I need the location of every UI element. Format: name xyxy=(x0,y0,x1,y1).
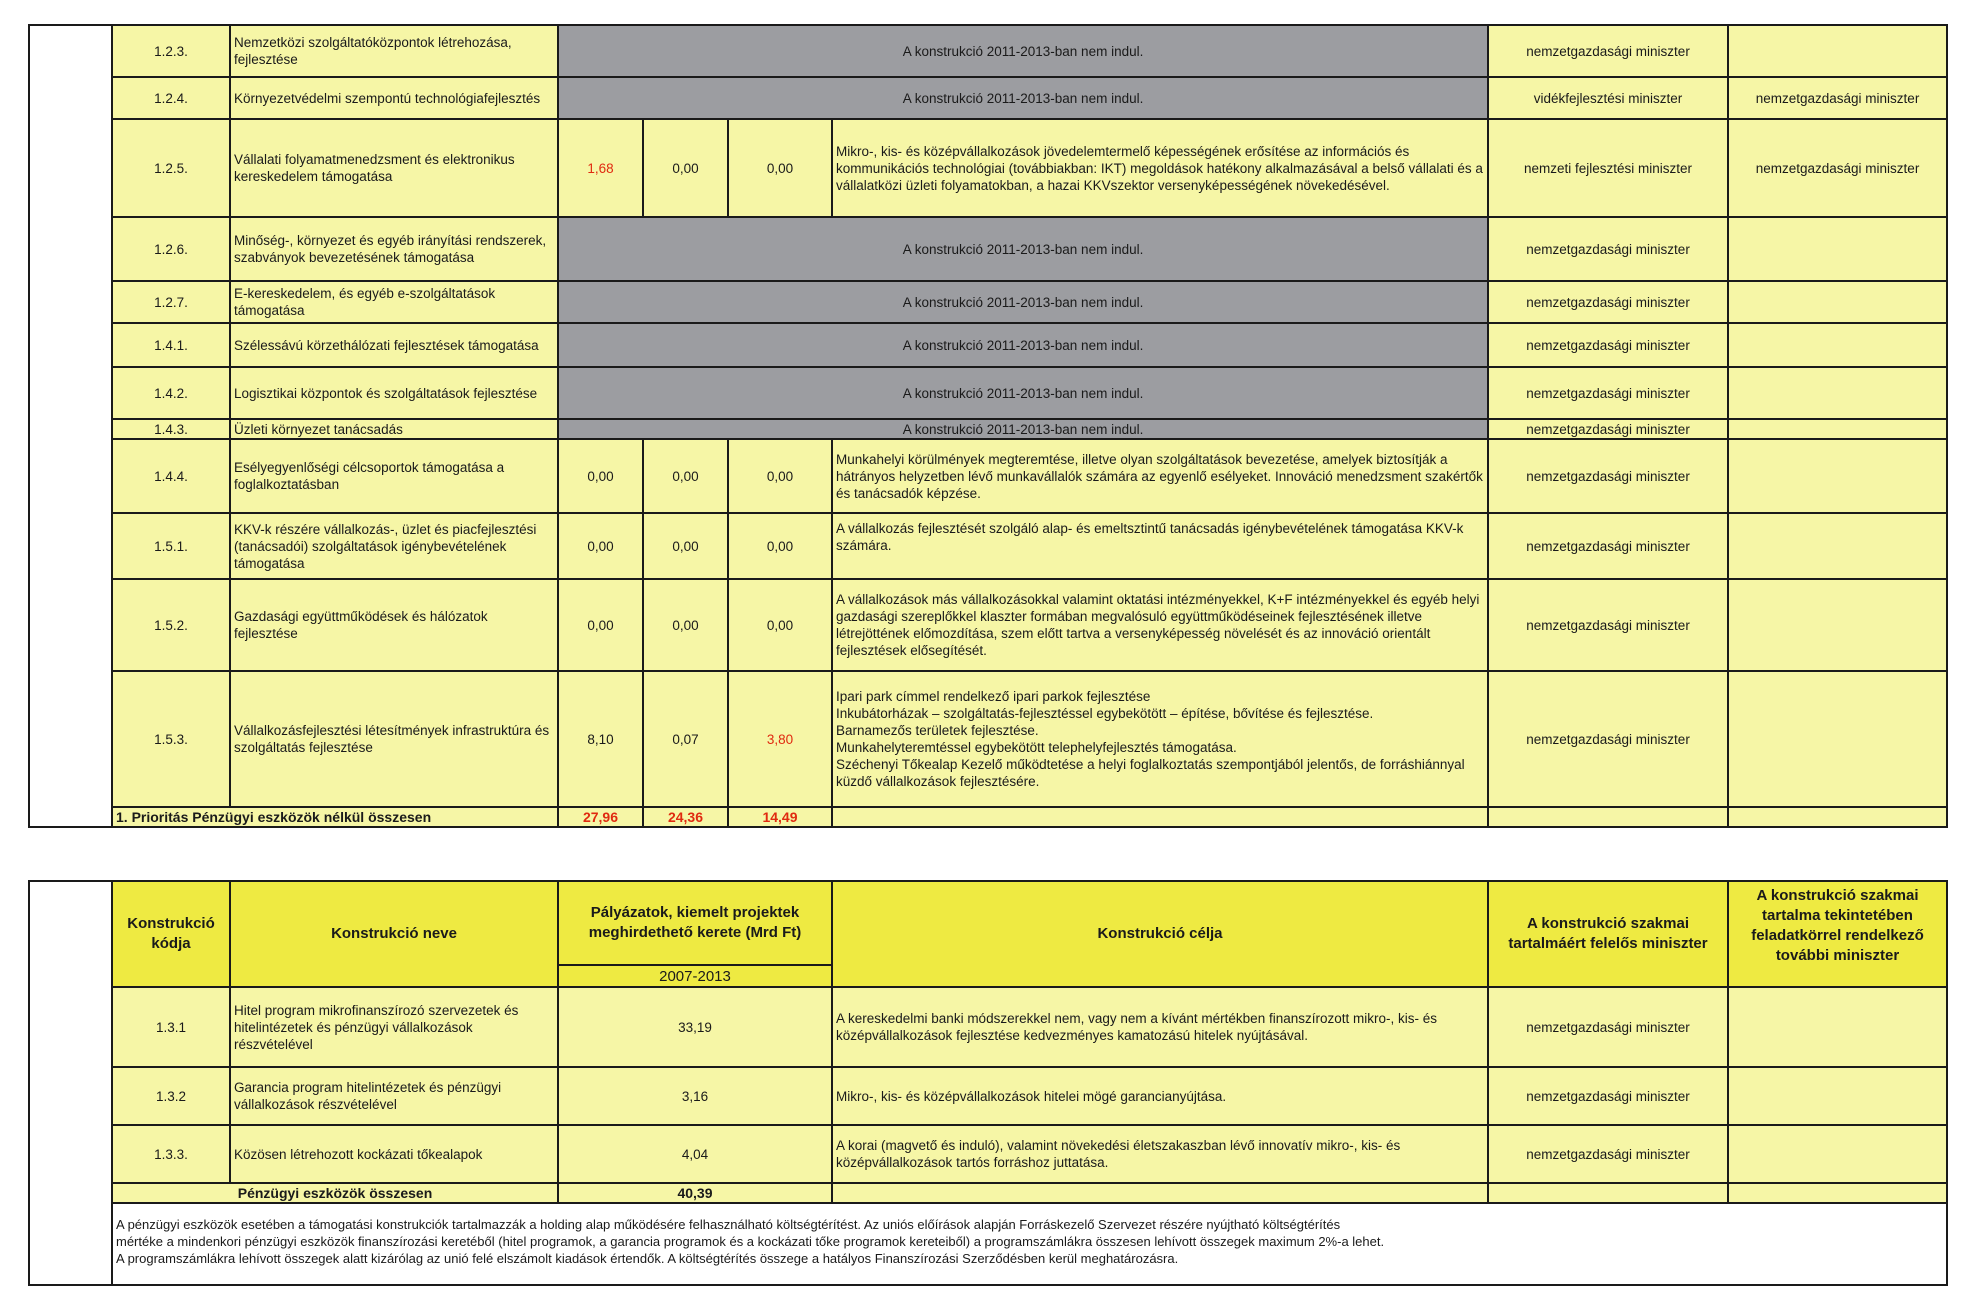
construction-name: Vállalati folyamatmenedzsment és elektronikus kereskedelem támogatása xyxy=(230,119,558,217)
table-row xyxy=(29,513,1947,579)
total-goal-empty xyxy=(832,1183,1488,1203)
other-minister: nemzetgazdasági miniszter xyxy=(1728,119,1947,217)
total-minister-empty xyxy=(1488,807,1728,827)
construction-code: 1.4.2. xyxy=(112,367,230,419)
construction-goal: A vállalkozások más vállalkozásokkal valamint oktatási intézményekkel, K+F intézményekkel és egyéb helyi gazdasági szereplőkkel klaszter formában megvalósuló együttműködéseinek fejlesztésének illetve létrejöttének előmozdítása, szem előtt tartva a versenyképesség növelését és az innováció orientált fejlesztések elősegítését. xyxy=(832,579,1488,671)
construction-code: 1.4.3. xyxy=(112,419,230,439)
other-minister xyxy=(1728,367,1947,419)
not-started-notice: A konstrukció 2011-2013-ban nem indul. xyxy=(558,419,1488,439)
budget-value: 4,04 xyxy=(558,1125,832,1183)
construction-goal: Munkahelyi körülmények megteremtése, illetve olyan szolgáltatások bevezetése, amelyek biztosítják a hátrányos helyzetben lévő munkavállalók számára az egyenlő esélyeket. Innováció menedzsment szakértők és tanácsadók képzése. xyxy=(832,439,1488,513)
responsible-minister: nemzetgazdasági miniszter xyxy=(1488,419,1728,439)
table-row xyxy=(29,119,1947,217)
construction-code: 1.4.1. xyxy=(112,323,230,367)
total-value-1: 27,96 xyxy=(558,807,643,827)
table-row xyxy=(29,419,1947,439)
other-minister xyxy=(1728,323,1947,367)
total-label: 1. Prioritás Pénzügyi eszközök nélkül összesen xyxy=(112,807,558,827)
budget-value-1: 0,00 xyxy=(558,513,643,579)
total-goal-empty xyxy=(832,807,1488,827)
header-budget: Pályázatok, kiemelt projektek meghirdethető kerete (Mrd Ft) xyxy=(558,881,832,965)
construction-code: 1.5.1. xyxy=(112,513,230,579)
construction-name: Közösen létrehozott kockázati tőkealapok xyxy=(230,1125,558,1183)
other-minister xyxy=(1728,671,1947,807)
table-row xyxy=(29,671,1947,807)
other-minister xyxy=(1728,579,1947,671)
budget-value-3: 3,80 xyxy=(728,671,832,807)
construction-goal: Ipari park címmel rendelkező ipari parkok fejlesztése Inkubátorházak – szolgáltatás-fejlesztéssel egybekötött – építése, bővítése és fejlesztése. Barnamezős területek fejlesztése. Munkahelyteremtéssel egybekötött telephelyfejlesztés támogatása. Széchenyi Tőkealap Kezelő működtetése a helyi foglalkoztatás szempontjából jelentős, de forráshiánnyal küzdő vállalkozások fejlesztésére. xyxy=(832,671,1488,807)
header-minister: A konstrukció szakmai tartalmáért felelős miniszter xyxy=(1488,881,1728,987)
budget-value-2: 0,00 xyxy=(643,513,728,579)
construction-code: 1.2.5. xyxy=(112,119,230,217)
construction-name: Nemzetközi szolgáltatóközpontok létrehozása, fejlesztése xyxy=(230,25,558,77)
note-row xyxy=(29,1203,1947,1285)
construction-goal: A korai (magvető és induló), valamint növekedési életszakaszban lévő innovatív mikro-, kis- és középvállalkozások tartós forráshoz juttatása. xyxy=(832,1125,1488,1183)
construction-goal: A vállalkozás fejlesztését szolgáló alap- és emeltsztintű tanácsadás igénybevételének támogatása KKV-k számára. xyxy=(832,513,1488,579)
construction-code: 1.5.3. xyxy=(112,671,230,807)
total-label: Pénzügyi eszközök összesen xyxy=(112,1183,558,1203)
responsible-minister: nemzetgazdasági miniszter xyxy=(1488,281,1728,323)
construction-name: Szélessávú körzethálózati fejlesztések támogatása xyxy=(230,323,558,367)
other-minister xyxy=(1728,987,1947,1067)
construction-goal: A kereskedelmi banki módszerekkel nem, vagy nem a kívánt mértékben finanszírozott mikro-, kis- és középvállalkozások fejlesztése kedvezményes kamatozású hitelek nyújtásával. xyxy=(832,987,1488,1067)
construction-name: Üzleti környezet tanácsadás xyxy=(230,419,558,439)
construction-goal: Mikro-, kis- és középvállalkozások jövedelemtermelő képességének erősítése az információs és kommunikációs technológiai (továbbiakban: IKT) megoldások hatékony alkalmazásával a belső vállalati és a vállalatközi üzleti folyamatokban, a hazai KKVszektor versenyképességének növekedésével. xyxy=(832,119,1488,217)
total-value-3: 14,49 xyxy=(728,807,832,827)
table-row xyxy=(29,439,1947,513)
budget-value-2: 0,00 xyxy=(643,439,728,513)
construction-name: E-kereskedelem, és egyéb e-szolgáltatások támogatása xyxy=(230,281,558,323)
table-row xyxy=(29,77,1947,119)
construction-code: 1.3.3. xyxy=(112,1125,230,1183)
construction-name: Garancia program hitelintézetek és pénzügyi vállalkozások részvételével xyxy=(230,1067,558,1125)
total-other-empty xyxy=(1728,807,1947,827)
budget-value: 33,19 xyxy=(558,987,832,1067)
header-row xyxy=(29,881,1947,965)
other-minister xyxy=(1728,1067,1947,1125)
not-started-notice: A konstrukció 2011-2013-ban nem indul. xyxy=(558,281,1488,323)
responsible-minister: nemzetgazdasági miniszter xyxy=(1488,323,1728,367)
total-value: 40,39 xyxy=(558,1183,832,1203)
responsible-minister: vidékfejlesztési miniszter xyxy=(1488,77,1728,119)
table-row xyxy=(29,1125,1947,1183)
table-row xyxy=(29,579,1947,671)
responsible-minister: nemzetgazdasági miniszter xyxy=(1488,513,1728,579)
table-row xyxy=(29,217,1947,281)
construction-code: 1.2.7. xyxy=(112,281,230,323)
total-minister-empty xyxy=(1488,1183,1728,1203)
construction-name: Környezetvédelmi szempontú technológiafejlesztés xyxy=(230,77,558,119)
other-minister xyxy=(1728,439,1947,513)
header-code: Konstrukció kódja xyxy=(112,881,230,987)
not-started-notice: A konstrukció 2011-2013-ban nem indul. xyxy=(558,77,1488,119)
total-other-empty xyxy=(1728,1183,1947,1203)
budget-value-3: 0,00 xyxy=(728,579,832,671)
responsible-minister: nemzetgazdasági miniszter xyxy=(1488,987,1728,1067)
other-minister xyxy=(1728,513,1947,579)
construction-code: 1.2.4. xyxy=(112,77,230,119)
table-row xyxy=(29,987,1947,1067)
responsible-minister: nemzetgazdasági miniszter xyxy=(1488,367,1728,419)
construction-code: 1.4.4. xyxy=(112,439,230,513)
construction-name: Esélyegyenlőségi célcsoportok támogatása a foglalkoztatásban xyxy=(230,439,558,513)
jeremie-table xyxy=(28,880,1948,1286)
not-started-notice: A konstrukció 2011-2013-ban nem indul. xyxy=(558,25,1488,77)
header-name: Konstrukció neve xyxy=(230,881,558,987)
table-row xyxy=(29,25,1947,77)
construction-name: KKV-k részére vállalkozás-, üzlet és piacfejlesztési (tanácsadói) szolgáltatások igénybevételének támogatása xyxy=(230,513,558,579)
construction-goal: Mikro-, kis- és középvállalkozások hitelei mögé garancianyújtása. xyxy=(832,1067,1488,1125)
budget-value-1: 0,00 xyxy=(558,579,643,671)
table-row xyxy=(29,323,1947,367)
total-row xyxy=(29,1183,1947,1203)
table-row xyxy=(29,367,1947,419)
construction-code: 1.3.2 xyxy=(112,1067,230,1125)
other-minister xyxy=(1728,217,1947,281)
budget-value-2: 0,00 xyxy=(643,579,728,671)
construction-code: 1.2.6. xyxy=(112,217,230,281)
header-other-minister: A konstrukció szakmai tartalma tekintetében feladatkörrel rendelkező további miniszter xyxy=(1728,881,1947,987)
budget-value-3: 0,00 xyxy=(728,119,832,217)
footnote: A pénzügyi eszközök esetében a támogatási konstrukciók tartalmazzák a holding alap működésére felhasználható költségtérítést. Az uniós előírások alapján Forráskezelő Szervezet részére nyújtható költségtérítés mértéke a mindenkori pénzügyi eszközök finanszírozási keretéből (hitel programok, a garancia programok és a kockázati tőke programok kereteiből) a programszámlákra összesen lehívott összegek maximum 2%-a lehet. A programszámlákra lehívott összegek alatt kizárólag az unió felé elszámolt kiadások értendők. A költségtérítés összege a hatályos Finanszírozási Szerződésben kerül meghatározásra. xyxy=(112,1203,1947,1285)
jeremie-side-label xyxy=(29,881,112,1285)
budget-value-3: 0,00 xyxy=(728,513,832,579)
construction-name: Logisztikai központok és szolgáltatások fejlesztése xyxy=(230,367,558,419)
construction-name: Minőség-, környezet és egyéb irányítási rendszerek, szabványok bevezetésének támogatása xyxy=(230,217,558,281)
responsible-minister: nemzetgazdasági miniszter xyxy=(1488,1067,1728,1125)
budget-value-1: 1,68 xyxy=(558,119,643,217)
construction-name: Hitel program mikrofinanszírozó szervezetek és hitelintézetek és pénzügyi vállalkozások részvételével xyxy=(230,987,558,1067)
construction-name: Gazdasági együttműködések és hálózatok fejlesztése xyxy=(230,579,558,671)
total-row xyxy=(29,807,1947,827)
not-started-notice: A konstrukció 2011-2013-ban nem indul. xyxy=(558,323,1488,367)
left-margin xyxy=(29,25,112,827)
other-minister xyxy=(1728,1125,1947,1183)
other-minister xyxy=(1728,281,1947,323)
construction-code: 1.5.2. xyxy=(112,579,230,671)
budget-value-1: 0,00 xyxy=(558,439,643,513)
other-minister xyxy=(1728,25,1947,77)
responsible-minister: nemzetgazdasági miniszter xyxy=(1488,671,1728,807)
responsible-minister: nemzetgazdasági miniszter xyxy=(1488,1125,1728,1183)
not-started-notice: A konstrukció 2011-2013-ban nem indul. xyxy=(558,217,1488,281)
total-value-2: 24,36 xyxy=(643,807,728,827)
budget-value-3: 0,00 xyxy=(728,439,832,513)
responsible-minister: nemzeti fejlesztési miniszter xyxy=(1488,119,1728,217)
budget-value: 3,16 xyxy=(558,1067,832,1125)
other-minister: nemzetgazdasági miniszter xyxy=(1728,77,1947,119)
other-minister xyxy=(1728,419,1947,439)
construction-code: 1.3.1 xyxy=(112,987,230,1067)
responsible-minister: nemzetgazdasági miniszter xyxy=(1488,439,1728,513)
responsible-minister: nemzetgazdasági miniszter xyxy=(1488,217,1728,281)
priority-table xyxy=(28,24,1948,828)
responsible-minister: nemzetgazdasági miniszter xyxy=(1488,25,1728,77)
construction-code: 1.2.3. xyxy=(112,25,230,77)
responsible-minister: nemzetgazdasági miniszter xyxy=(1488,579,1728,671)
table-row xyxy=(29,1067,1947,1125)
header-period: 2007-2013 xyxy=(558,965,832,987)
not-started-notice: A konstrukció 2011-2013-ban nem indul. xyxy=(558,367,1488,419)
header-goal: Konstrukció célja xyxy=(832,881,1488,987)
construction-name: Vállalkozásfejlesztési létesítmények infrastruktúra és szolgáltatás fejlesztése xyxy=(230,671,558,807)
budget-value-1: 8,10 xyxy=(558,671,643,807)
budget-value-2: 0,07 xyxy=(643,671,728,807)
budget-value-2: 0,00 xyxy=(643,119,728,217)
table-row xyxy=(29,281,1947,323)
